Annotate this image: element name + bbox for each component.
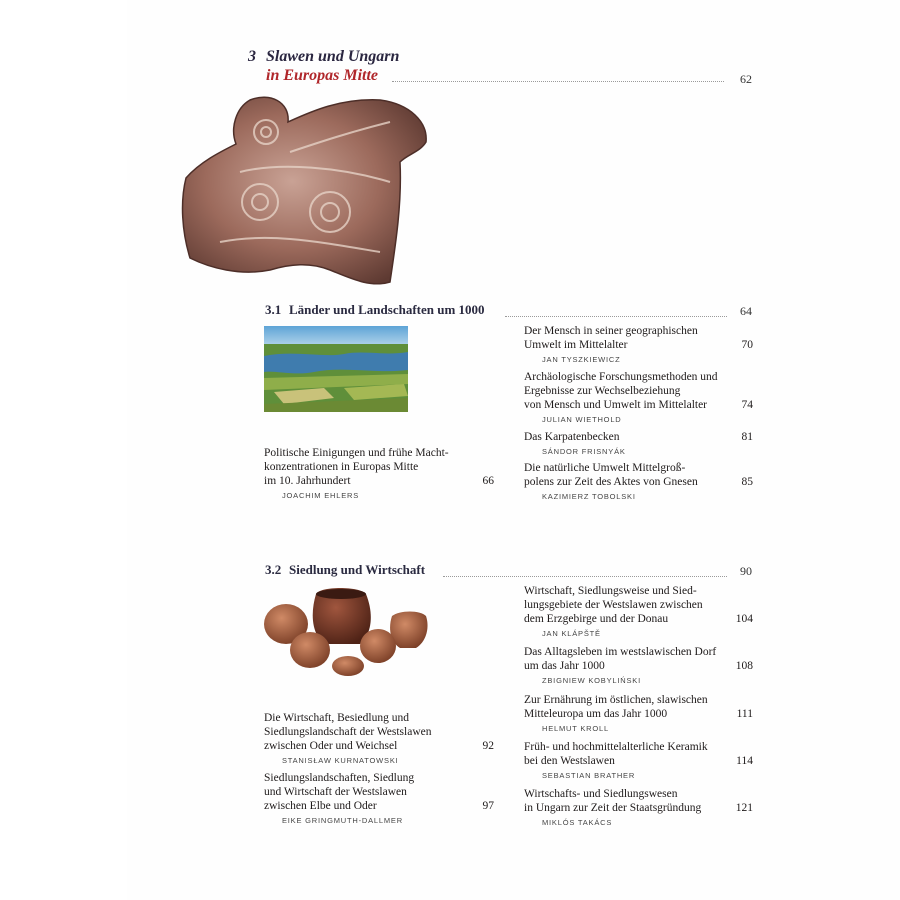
entry-title: Das Alltagsleben im westslawischen Dorf um das Jahr 1000 bbox=[524, 646, 717, 672]
section-3-2-number: 3.2 bbox=[265, 562, 282, 577]
entry-3-2-right-1[interactable] bbox=[524, 584, 753, 641]
entry-title: Die natürliche Umwelt Mittelgroß- polens zur Zeit des Aktes von Gnesen bbox=[524, 462, 698, 488]
entry-title: Wirtschaft, Siedlungsweise und Sied- lungsgebiete der Westslawen zwischen dem Erzgebirge und der Donau bbox=[524, 585, 703, 625]
entry-title: Siedlungslandschaften, Siedlung und Wirtschaft der Westslawen zwischen Elbe und Oder bbox=[264, 772, 415, 812]
entry-author: JAN TYSZKIEWICZ bbox=[542, 355, 621, 364]
chapter-number: 3 bbox=[248, 48, 256, 65]
entry-title: Archäologische Forschungsmethoden und Ergebnisse zur Wechselbeziehung von Mensch und Umwelt im Mittelalter bbox=[524, 371, 718, 411]
entry-author: ZBIGNIEW KOBYLIŃSKI bbox=[542, 676, 641, 685]
entry-author: SEBASTIAN BRATHER bbox=[542, 771, 636, 780]
entry-author: EIKE GRINGMUTH-DALLMER bbox=[282, 816, 403, 825]
entry-page: 111 bbox=[736, 708, 753, 720]
entry-3-2-right-5[interactable] bbox=[524, 787, 753, 830]
entry-author: SÁNDOR FRISNYÁK bbox=[542, 447, 626, 456]
section-3-1-number: 3.1 bbox=[265, 302, 282, 317]
pottery-vessels-image bbox=[260, 584, 430, 680]
entry-title: Der Mensch in seiner geographischen Umwelt im Mittelalter bbox=[524, 325, 698, 351]
entry-page: 108 bbox=[735, 660, 753, 672]
entry-author: HELMUT KROLL bbox=[542, 724, 609, 733]
entry-title: Zur Ernährung im östlichen, slawischen Mitteleuropa um das Jahr 1000 bbox=[524, 694, 708, 720]
chapter-page-number: 62 bbox=[740, 72, 752, 86]
entry-title: Das Karpatenbecken bbox=[524, 431, 620, 443]
section-3-2-title: Siedlung und Wirtschaft bbox=[289, 562, 426, 577]
entry-page: 85 bbox=[741, 476, 753, 488]
entry-author: JULIAN WIETHOLD bbox=[542, 415, 622, 424]
entry-page: 74 bbox=[741, 399, 753, 411]
section-3-2-dot-leader bbox=[443, 576, 727, 577]
entry-author: JAN KLÁPŠTĚ bbox=[542, 629, 601, 638]
entry-page: 121 bbox=[735, 802, 753, 814]
artifact-bronze-image bbox=[180, 92, 432, 288]
entry-page: 70 bbox=[741, 339, 753, 351]
chapter-title-line2: in Europas Mitte bbox=[266, 67, 379, 84]
entry-title: Wirtschafts- und Siedlungswesen in Ungarn zur Zeit der Staatsgründung bbox=[524, 788, 702, 814]
section-3-2-page: 90 bbox=[740, 564, 752, 578]
entry-title: Die Wirtschaft, Besiedlung und Siedlungslandschaft der Westslawen zwischen Oder und Weichsel bbox=[264, 712, 432, 752]
entry-page: 81 bbox=[741, 431, 753, 443]
entry-3-2-left-2[interactable] bbox=[264, 771, 494, 828]
entry-3-1-right-4[interactable] bbox=[524, 461, 753, 504]
entry-author: JOACHIM EHLERS bbox=[282, 491, 360, 500]
entry-title: Früh- und hochmittelalterliche Keramik bei den Westslawen bbox=[524, 741, 708, 767]
entry-page: 114 bbox=[736, 755, 753, 767]
entry-3-1-left-1[interactable] bbox=[264, 446, 494, 503]
entry-3-2-right-3[interactable] bbox=[524, 693, 753, 736]
entry-3-1-right-3[interactable] bbox=[524, 430, 753, 459]
entry-page: 97 bbox=[482, 800, 494, 812]
landscape-aerial-image bbox=[264, 326, 408, 412]
chapter-title-line1: Slawen und Ungarn bbox=[266, 48, 400, 65]
entry-title: Politische Einigungen und frühe Macht- konzentrationen in Europas Mitte im 10. Jahrhundert bbox=[264, 447, 449, 487]
entry-author: MIKLÓS TAKÁCS bbox=[542, 818, 613, 827]
entry-3-2-right-4[interactable] bbox=[524, 740, 753, 783]
section-3-1-title: Länder und Landschaften um 1000 bbox=[289, 302, 485, 317]
section-3-1-dot-leader bbox=[505, 316, 727, 317]
entry-page: 66 bbox=[482, 475, 494, 487]
entry-page: 104 bbox=[735, 613, 753, 625]
entry-3-1-right-2[interactable] bbox=[524, 370, 753, 427]
entry-3-1-right-1[interactable] bbox=[524, 324, 753, 367]
entry-author: STANISŁAW KURNATOWSKI bbox=[282, 756, 399, 765]
entry-author: KAZIMIERZ TOBOLSKI bbox=[542, 492, 636, 501]
section-3-1-page: 64 bbox=[740, 304, 752, 318]
entry-3-2-right-2[interactable] bbox=[524, 645, 753, 688]
entry-page: 92 bbox=[482, 740, 494, 752]
chapter-dot-leader bbox=[392, 81, 724, 82]
entry-3-2-left-1[interactable] bbox=[264, 711, 494, 768]
